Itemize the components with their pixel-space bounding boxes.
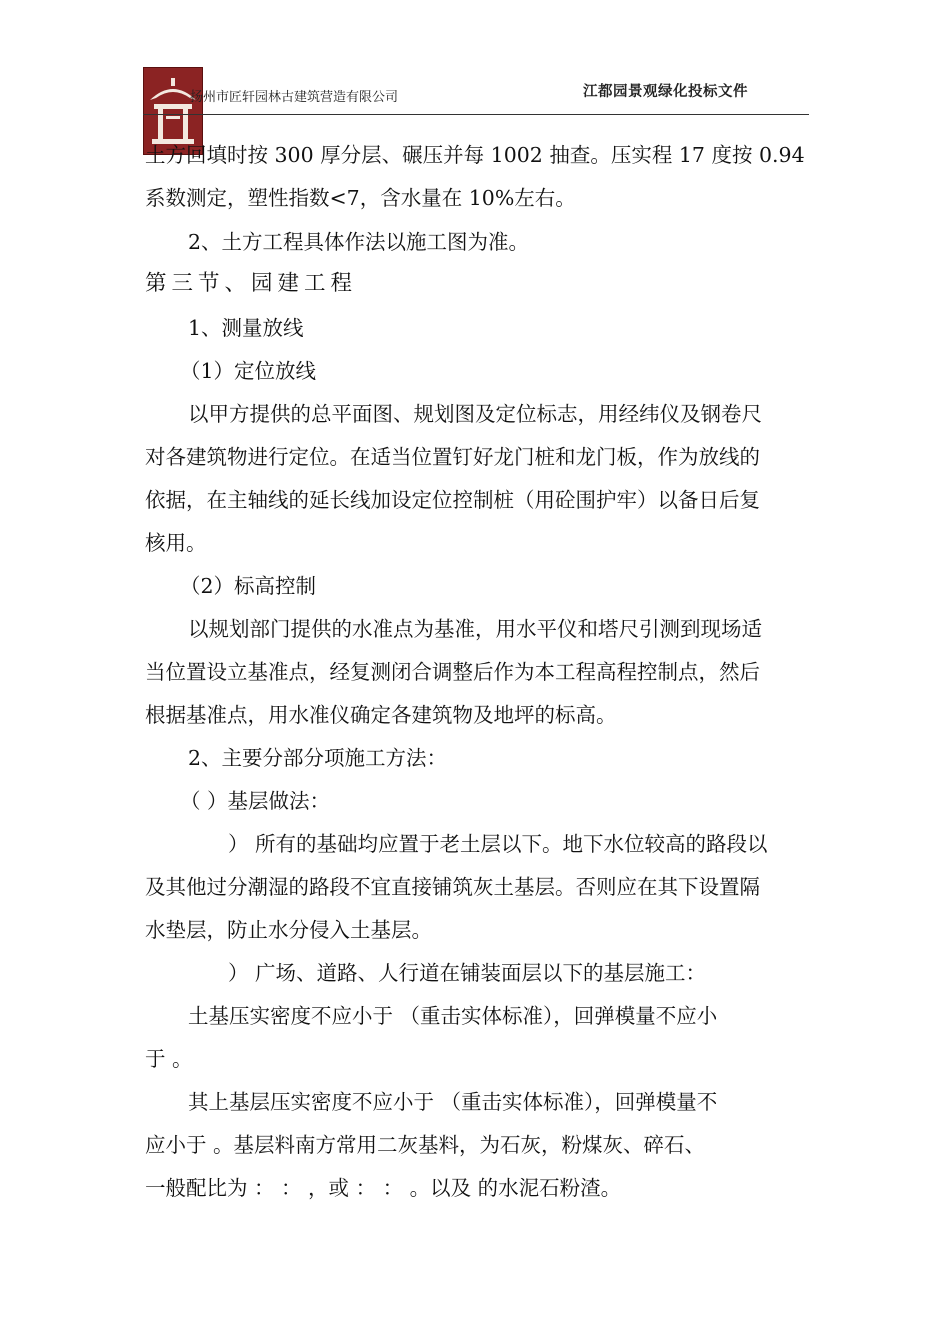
- body-line: 一般配比为 ： ： ，或 ： ： 。以及 的水泥石粉渣。: [145, 1176, 622, 1200]
- body-line: 核用。: [145, 531, 207, 555]
- sub-heading: 2、主要分部分项施工方法：: [188, 746, 448, 770]
- body-line: 以甲方提供的总平面图、规划图及定位标志，用经纬仪及钢卷尺: [188, 402, 762, 426]
- body-line: 应小于 。基层料南方常用二灰基料，为石灰，粉煤灰、碎石、: [145, 1133, 706, 1157]
- body-line: ） 所有的基础均应置于老土层以下。地下水位较高的路段以: [228, 832, 768, 856]
- body-line: 系数测定，塑性指数<7，含水量在 10%左右。: [145, 186, 576, 210]
- body-line: 于 。: [145, 1047, 193, 1071]
- body-line: 以规划部门提供的水准点为基准，用水平仪和塔尺引测到现场适: [188, 617, 762, 641]
- body-line: 其上基层压实密度不应小于 （重击实体标准），回弹模量不: [188, 1090, 718, 1114]
- company-logo: [143, 67, 203, 155]
- document-title: 江都园景观绿化投标文件: [583, 84, 748, 100]
- body-line: ） 广场、道路、人行道在铺装面层以下的基层施工：: [228, 961, 707, 985]
- body-line: 土方回填时按 300 厚分层、碾压并每 1002 抽查。压实程 17 度按 0.94: [145, 143, 805, 167]
- body-line: 水垫层，防止水分侵入土基层。: [145, 918, 432, 942]
- body-line: 根据基准点，用水准仪确定各建筑物及地坪的标高。: [145, 703, 617, 727]
- body-line: 土基压实密度不应小于 （重击实体标准），回弹模量不应小: [188, 1004, 718, 1028]
- body-line: 当位置设立基准点，经复测闭合调整后作为本工程高程控制点，然后: [145, 660, 760, 684]
- sub-heading: （ ）基层做法：: [180, 789, 331, 813]
- header-divider: [143, 114, 809, 115]
- body-line: 及其他过分潮湿的路段不宜直接铺筑灰土基层。否则应在其下设置隔: [145, 875, 760, 899]
- body-line: 依据，在主轴线的延长线加设定位控制桩（用砼围护牢）以备日后复: [145, 488, 760, 512]
- sub-heading: （1）定位放线: [180, 359, 317, 383]
- company-name: 扬州市匠轩园林古建筑营造有限公司: [190, 90, 399, 105]
- section-heading: 第三节、园建工程: [145, 271, 358, 296]
- body-line: 2、土方工程具体作法以施工图为准。: [188, 230, 530, 254]
- sub-heading: 1、测量放线: [188, 316, 304, 340]
- body-line: 对各建筑物进行定位。在适当位置钉好龙门桩和龙门板，作为放线的: [145, 445, 760, 469]
- sub-heading: （2）标高控制: [180, 574, 317, 598]
